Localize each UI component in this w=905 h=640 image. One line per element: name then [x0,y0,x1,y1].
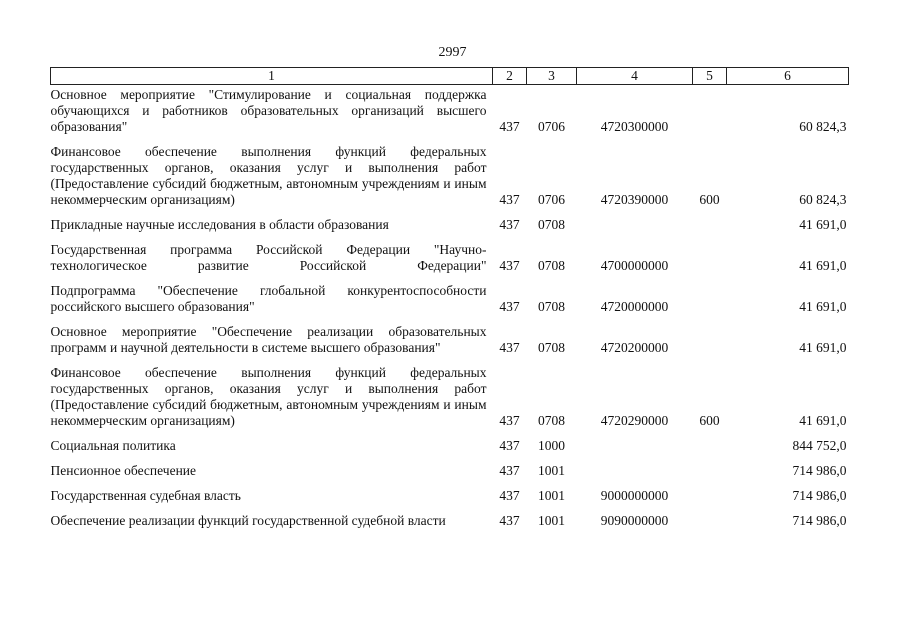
row-spacer-cell [51,208,849,217]
row-spacer [51,274,849,283]
row-section-code: 1001 [538,463,565,478]
row-section-code: 0708 [538,258,565,273]
row-expense-type: 600 [699,192,720,207]
row-name: Подпрограмма "Обеспечение глобальной конкурентоспособности российского высшего образования" [50,283,487,314]
row-gr-code: 437 [499,413,520,428]
row-name: Обеспечение реализации функций государственной судебной власти [50,513,446,528]
row-target-article: 4720390000 [600,192,669,207]
row-section-code: 0708 [538,217,565,232]
table-row [51,438,849,454]
row-spacer-cell [51,135,849,144]
column-header-2: 2 [493,68,527,85]
table-row [51,488,849,504]
column-header-5: 5 [693,68,727,85]
row-amount: 41 691,0 [799,299,847,314]
column-number-header-row [51,68,849,85]
row-expense-type: 600 [699,413,720,428]
row-gr-code: 437 [499,258,520,273]
row-section-code: 0708 [538,413,565,428]
row-expense-type [693,217,727,233]
row-gr-code: 437 [499,488,520,503]
row-section-code: 0706 [538,119,565,134]
row-name: Прикладные научные исследования в области образования [50,217,389,232]
row-target-article: 9000000000 [600,488,669,503]
row-spacer-cell [51,315,849,324]
row-spacer-cell [51,356,849,365]
row-spacer-cell [51,479,849,488]
row-target-article [577,438,693,454]
table-row [51,324,849,356]
row-section-code: 1001 [538,488,565,503]
column-header-3: 3 [527,68,577,85]
row-spacer-cell [51,274,849,283]
row-target-article: 4720290000 [600,413,669,428]
row-amount: 41 691,0 [799,258,847,273]
row-target-article [577,463,693,479]
table-body [51,85,849,530]
row-spacer [51,233,849,242]
row-gr-code: 437 [499,340,520,355]
table-row [51,283,849,315]
row-amount: 844 752,0 [792,438,847,453]
table-row [51,242,849,274]
row-section-code: 1001 [538,513,565,528]
row-amount: 41 691,0 [799,340,847,355]
row-amount: 714 986,0 [792,463,847,478]
row-target-article: 4700000000 [600,258,669,273]
row-spacer [51,504,849,513]
row-amount: 714 986,0 [792,488,847,503]
row-name: Финансовое обеспечение выполнения функций федеральных государственных органов, оказания услуг и выполнения работ (Предоставление субсидий бюджетным, автономным учреждениям и иным некоммерческим организациям) [50,365,487,428]
column-header-6: 6 [727,68,849,85]
row-expense-type [693,242,727,274]
row-gr-code: 437 [499,463,520,478]
row-target-article: 9090000000 [600,513,669,528]
row-expense-type [693,324,727,356]
row-spacer [51,208,849,217]
row-spacer [51,479,849,488]
row-section-code: 1000 [538,438,565,453]
row-expense-type [693,488,727,504]
column-header-1: 1 [51,68,493,85]
row-gr-code: 437 [499,438,520,453]
table-row [51,513,849,529]
row-amount: 60 824,3 [799,192,847,207]
row-expense-type [693,283,727,315]
row-spacer-cell [51,504,849,513]
row-section-code: 0708 [538,299,565,314]
row-expense-type [693,513,727,529]
row-spacer [51,356,849,365]
table-row [51,85,849,136]
row-spacer [51,315,849,324]
row-gr-code: 437 [499,192,520,207]
row-amount: 41 691,0 [799,413,847,428]
row-name: Социальная политика [50,438,176,453]
row-gr-code: 437 [499,513,520,528]
row-name: Государственная судебная власть [50,488,241,503]
row-name: Основное мероприятие "Стимулирование и социальная поддержка обучающихся и работников образовательных организаций высшего образования" [50,87,487,134]
table-row [51,144,849,208]
row-gr-code: 437 [499,217,520,232]
row-amount: 714 986,0 [792,513,847,528]
column-header-4: 4 [577,68,693,85]
table-row [51,365,849,429]
row-section-code: 0708 [538,340,565,355]
row-expense-type [693,438,727,454]
row-name: Финансовое обеспечение выполнения функций федеральных государственных органов, оказания услуг и выполнения работ (Предоставление субсидий бюджетным, автономным учреждениям и иным некоммерческим организациям) [50,144,487,207]
row-target-article [577,217,693,233]
row-spacer-cell [51,233,849,242]
row-gr-code: 437 [499,119,520,134]
row-expense-type [693,85,727,136]
row-target-article: 4720200000 [600,340,669,355]
row-spacer [51,135,849,144]
row-name: Государственная программа Российской Федерации "Научно-технологическое развитие Российской Федерации" [50,242,487,273]
row-gr-code: 437 [499,299,520,314]
row-target-article: 4720300000 [600,119,669,134]
row-name: Основное мероприятие "Обеспечение реализации образовательных программ и научной деятельности в системе высшего образования" [50,324,487,355]
row-target-article: 4720000000 [600,299,669,314]
row-spacer-cell [51,429,849,438]
table-row [51,217,849,233]
row-name: Пенсионное обеспечение [50,463,197,478]
row-amount: 41 691,0 [799,217,847,232]
page-number: 2997 [438,45,467,60]
row-spacer [51,454,849,463]
row-section-code: 0706 [538,192,565,207]
table-row [51,463,849,479]
budget-table [50,67,849,529]
row-spacer-cell [51,454,849,463]
row-amount: 60 824,3 [799,119,847,134]
row-spacer [51,429,849,438]
row-expense-type [693,463,727,479]
